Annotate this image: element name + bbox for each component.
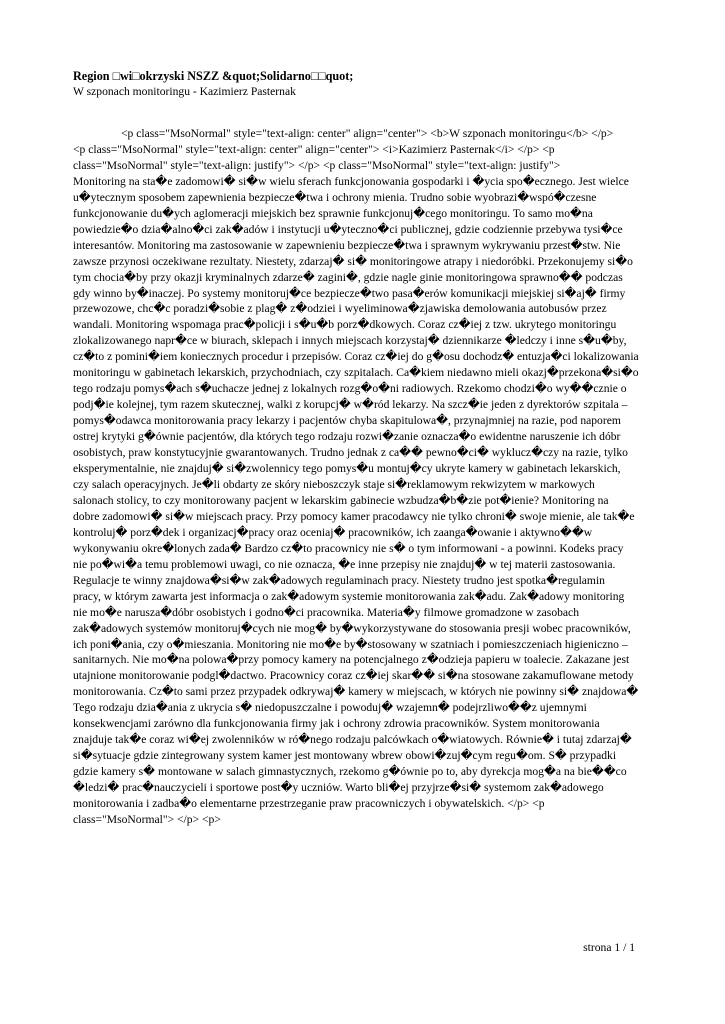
body-text-line: salonach stolicy, to czy monitorowany pacjent w lekarskim gabinecie wzbudza�b�zie pot�ienie? Monitoring na [73,493,609,507]
body-text-line: pracy, w którym zawarta jest informacja o zak�adowym systemie monitorowania zak�adu. Zak�adowy monitoring [73,589,625,603]
body-text-line: eksperymentalnie, nie znajduj� si�zwolennicy tego pomys�u montuj�cy ukryte kamery w gabinetach lekarskich, [73,462,621,476]
body-text-line: tego rodzaju pomys�ach s�uchacze jednej z lokalnych rozg�o�ni radiowych. Rzekomo chodzi�o wy��cznie o [73,382,627,396]
page-number: strona 1 / 1 [583,941,635,954]
article-body [73,126,659,828]
body-text-line: zawsze przynosi oczekiwane rezultaty. Niestety, zdarzaj� si� monitoringowe atrapy i niedoróbki. Przekonujemy si�o [73,254,633,268]
body-text-line: ostrej krytyki g�ównie pacjentów, dla których tego rodzaju rozwi�zanie oznacza�o ewidentne naruszenie ich dóbr [73,430,621,444]
body-text-line: powiedzie�o dzia�alno�ci zak�adów i instytucji u�yteczno�ci publicznej, gdzie codziennie przebywa tysi�ce [73,222,623,236]
document-title: Region □wi□okrzyski NSZZ &quot;Solidarno□□quot; [73,69,354,83]
body-text-line: dobre zadomowi� si�w miejscach pracy. Przy pomocy kamer pracodawcy nie tylko chroni� swoje mienie, ale tak�e [73,509,635,523]
body-text-line: wykonywaniu okre�lonych zada� Bardzo cz�to pracownicy nie s� o tym informowani - a powinni. Kodeks pracy [73,541,624,555]
body-text-line: znajduje tak�e coraz wi�ej zwolenników w ró�nego rodzaju palcówkach o�wiatowych. Równie� i tutaj zdarzaj� [73,733,632,747]
body-text-line: czy salach operacyjnych. Je�li obdarty ze skóry nieboszczyk staje si�reklamowym rekwizytem w markowych [73,477,595,491]
body-text-line: przewozowe, chc�c poradzi�sobie z plag� z�odziei i wyeliminowa�zjawiska demolowania autobusów przez [73,302,607,316]
document-header [73,69,673,99]
body-text-line: si�sytuacje gdzie zintegrowany system kamer jest montowany wbrew obowi�zuj�cym regu�om. S� przypadki [73,749,617,763]
document-subtitle: W szponach monitoringu - Kazimierz Pasternak [73,85,296,98]
body-text-line: tym chocia�by przy okazji kryminalnych zdarze� zagini�, gdzie nagle ginie monitoringowa sprawno�� podczas [73,270,623,284]
body-text-line: zlokalizowanego napr�ce w biurach, sklepach i innych miejscach korzystaj� dziennikarze �ledczy i inne s�u�by, [73,334,627,348]
body-text-line: monitorowania i zadba�o elementarne przestrzeganie praw pracowniczych i obywatelskich. </p> <p [73,797,545,811]
body-text-line: konsekwencjami zarówno dla funkcjonowania firmy jak i ochrony zdrowia pracowników. System monitorowania [73,717,600,731]
body-text-line: Monitoring na sta�e zadomowi� si�w wielu sferach funkcjonowania gospodarki i �ycia spo�ecznego. Jest wielce [73,174,629,188]
body-text-line: sanitarnych. Nie mo�na polowa�przy pomocy kamery na potencjalnego z�odzieja papieru w toalecie. Zakazane jest [73,653,630,667]
body-text-line: nie po�wi�a temu problemowi uwagi, co nie oznacza, �e inne przepisy nie znajduj� w tej materii zastosowania. [73,557,616,571]
body-text-line: Regulacje te winny znajdowa�si�w zak�adowych regulaminach pracy. Niestety trudno jest spotka�regulamin [73,573,605,587]
body-text-line: Tego rodzaju dzia�ania z ukrycia s� niedopuszczalne i powoduj� wzajemn� podejrzliwo��z ujemnymi [73,701,587,715]
body-text-line: interesantów. Monitoring ma zastosowanie w zapewnieniu bezpiecze�twa i sprawnym wykrywaniu przest�stw. Nie [73,238,621,252]
body-text-line: funkcjonowanie du�ych aglomeracji miejskich bez sprawnie funkcjonuj�cego monitoringu. To samo mo�na [73,206,593,220]
body-text-line: �ledzi� prac�nauczycieli i sportowe post�y uczniów. Warto bli�ej przyjrze�si� systemom zak�adowego [73,781,604,795]
body-text-line: wandali. Monitoring wspomaga prac�policji i s�u�b porz�dkowych. Coraz cz�iej z tzw. ukrytego monitoringu [73,318,617,332]
body-text-line: class="MsoNormal" style="text-align: justify"> </p> <p class="MsoNormal" style="text-align: justify"> [73,158,561,172]
body-text-line: nie mo�e narusza�dóbr osobistych i godno�ci pracownika. Materia�y filmowe gromadzone w zasobach [73,605,580,619]
body-text-line: osobistych, praw konstytucyjnie gwarantowanych. Trudno jednak z ca�� pewno�ci� wyklucz�czy na razie, tylko [73,446,628,460]
body-text-line: monitorowania. Cz�to sami przez przypadek odkrywaj� kamery w miejscach, w których nie powinny si� znajdowa� [73,685,639,699]
body-text-line: <p class="MsoNormal" style="text-align: center" align="center"> <b>W szponach monitoringu</b> </p> [121,127,614,140]
body-text-line: class="MsoNormal"> </p> <p> [73,812,221,826]
body-text-line: <p class="MsoNormal" style="text-align: center" align="center"> <i>Kazimierz Pasternak</i> </p> <p [73,142,555,156]
body-text-line: pomys�odawca monitorowania pracy lekarzy i pacjentów chyba skapitulowa�, przynajmniej na razie, pod naporem [73,414,621,428]
body-text-line: utajnione monitorowanie podgl�dactwo. Pracownicy coraz cz�iej skar�� si�na stosowane zakamuflowane metody [73,669,634,683]
body-text-line: monitoringu w gabinetach lekarskich, przychodniach, czy szpitalach. Ca�kiem niedawno mieli okazj�przekona�si�o [73,366,639,380]
body-text-line: kontroluj� porz�dek i organizacj�pracy oraz oceniaj� pracowników, ich zaanga�owanie i aktywno��w [73,525,593,539]
body-text-line: zak�adowych systemów monitoruj�cych nie mog� by�wykorzystywane do stosowania presji wobec pracowników, [73,621,631,635]
body-text-line: podj�ie kolejnej, tym razem skutecznej, walki z korupcj� w�ród lekarzy. Na szcz�ie jeden z dyrektorów szpitala – [73,398,628,412]
body-text-line: gdzie kamery s� montowane w salach gimnastycznych, rzekomo g�ównie po to, aby dyrekcja mog�a na bie��co [73,765,627,779]
body-text-line: u�ytecznym sposobem zapewnienia bezpiecze�twa i ochrony mienia. Trudno sobie wyobrazi�wspó�czesne [73,190,597,204]
body-text-line: ich poni�ania, czy o�mieszania. Monitoring nie mo�e by�stosowany w szatniach i pomieszczeniach higieniczno – [73,637,628,651]
body-text-line: gdy winno by�inaczej. Po systemy monitoruj�ce bezpiecze�two pasa�erów komunikacji miejskiej si�aj� firmy [73,286,626,300]
body-text-line: cz�to z pomini�iem koniecznych procedur i przepisów. Coraz cz�iej do g�osu dochodz� entuzja�ci lokalizowania [73,350,639,364]
